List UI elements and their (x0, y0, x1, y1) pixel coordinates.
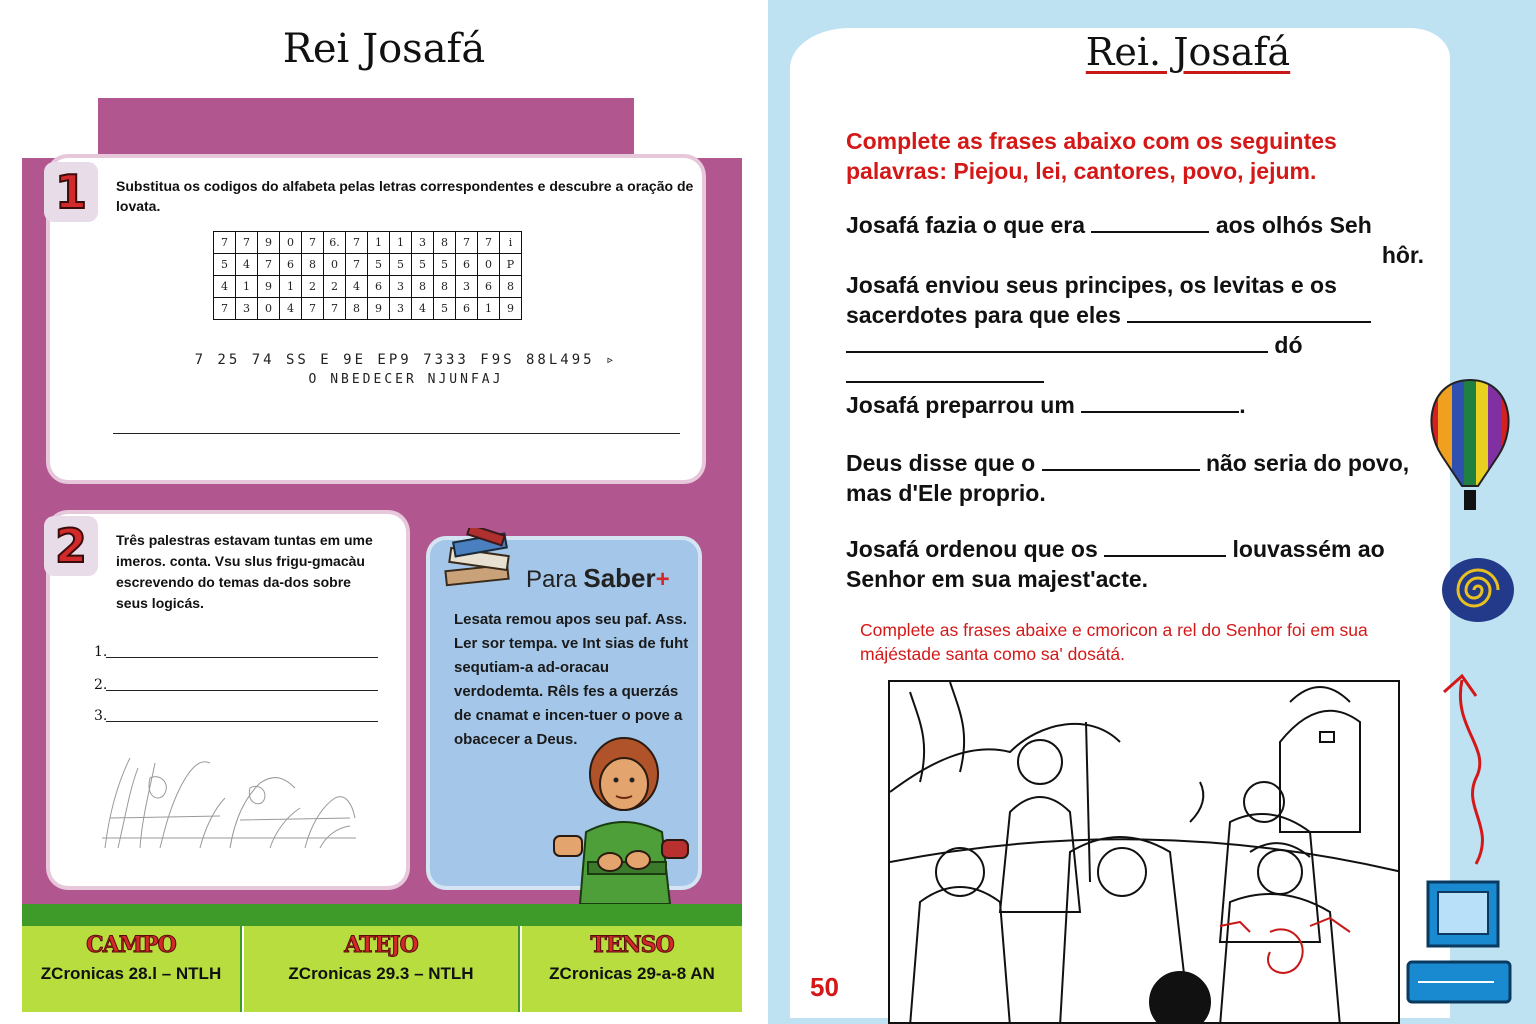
code-table-cell: P (500, 254, 522, 276)
reference-text-3: ZCronicas 29-a-8 AN (549, 964, 715, 983)
question-4-part-c: mas d'Ele proprio. (846, 480, 1046, 506)
code-table-cell: 7 (236, 232, 258, 254)
code-table-cell: 9 (258, 276, 280, 298)
left-page-title: Rei Josafá (282, 26, 486, 72)
blank-2[interactable] (1127, 303, 1371, 323)
code-table-cell: 8 (434, 232, 456, 254)
activity-1-number: 1 (44, 162, 98, 222)
code-table-row (214, 232, 522, 254)
question-2-part-a: Josafá enviou seus principes, os levitas e os (846, 272, 1337, 298)
code-table-cell: 4 (236, 254, 258, 276)
reference-label-2: ATEJO (344, 932, 418, 958)
code-table-cell: 4 (280, 298, 302, 320)
question-3 (846, 390, 1446, 420)
code-table-cell: i (500, 232, 522, 254)
code-table-cell: 6 (456, 254, 478, 276)
answer-line-3-label: 3. (94, 708, 108, 724)
blank-1[interactable] (1091, 213, 1209, 233)
code-table-row (214, 298, 522, 320)
code-table-cell: 1 (280, 276, 302, 298)
hot-air-balloon-icon (1422, 376, 1518, 516)
answer-line-3[interactable] (94, 708, 378, 724)
question-3-part-b: . (1239, 392, 1246, 418)
books-icon (440, 528, 520, 592)
pencil-sketch-illustration (100, 748, 358, 852)
code-table-cell: 7 (346, 232, 368, 254)
code-table-cell: 3 (390, 298, 412, 320)
reference-text-1: ZCronicas 28.l – NTLH (40, 964, 222, 983)
answer-line[interactable] (113, 433, 680, 434)
reference-label-1: CAMPO (86, 932, 176, 958)
code-table-cell: 7 (324, 298, 346, 320)
question-4 (846, 448, 1446, 508)
spiral-icon (1440, 556, 1520, 626)
code-table-cell: 2 (302, 276, 324, 298)
code-table-cell: 0 (324, 254, 346, 276)
character-illustration (552, 736, 692, 904)
question-1-part-c: hôr. (1381, 242, 1424, 268)
activity-2-number: 2 (44, 516, 98, 576)
code-table-cell: 0 (280, 232, 302, 254)
question-2-part-b: sacerdotes para que eles (846, 302, 1121, 328)
code-table-cell: 0 (478, 254, 500, 276)
reference-box-1 (22, 926, 242, 1012)
code-table (213, 231, 522, 320)
fill-blank-instruction: Complete as frases abaixo com os seguintes palavras: Piejou, lei, cantores, povo, jejum. (846, 128, 1337, 184)
code-table-cell: 4 (214, 276, 236, 298)
reference-box-3 (522, 926, 742, 1012)
code-table-cell: 1 (478, 298, 500, 320)
code-table-cell: 7 (214, 232, 236, 254)
para-saber-prefix: Para (526, 566, 577, 593)
para-saber-title: Saber (583, 563, 656, 593)
answer-line-1[interactable] (94, 644, 378, 660)
code-table-row (214, 254, 522, 276)
red-arrow-icon (1432, 668, 1502, 868)
code-table-cell: 1 (390, 232, 412, 254)
blank-5[interactable] (1104, 537, 1226, 557)
code-table-cell: 5 (412, 254, 434, 276)
question-1-part-b: aos olhós Seh (1215, 212, 1372, 238)
blank-2b[interactable] (846, 333, 1268, 353)
code-table-cell: 6 (368, 276, 390, 298)
code-table-cell: 9 (258, 232, 280, 254)
code-table-cell: 8 (302, 254, 324, 276)
code-table-cell: 6 (280, 254, 302, 276)
code-table-cell: 8 (434, 276, 456, 298)
activity-2-instruction: Três palestras estavam tuntas em ume imeros. conta. Vsu slus frigu-gmacàu escrevendo do temas da-dos sobre seus logicás. (116, 532, 373, 611)
code-line-1: 7 25 74 SS E 9E EP9 7333 F9S 88L495 ▹ (194, 352, 618, 368)
code-table-cell: 7 (302, 298, 324, 320)
question-5 (846, 534, 1446, 594)
answer-line-2-label: 2. (94, 677, 108, 693)
code-table-cell: 5 (214, 254, 236, 276)
question-2-part-c: dó (1274, 332, 1303, 358)
para-saber-heading (526, 563, 670, 594)
code-table-cell: 8 (500, 276, 522, 298)
coloring-illustration (888, 680, 1400, 1024)
question-2 (846, 270, 1446, 390)
question-1 (846, 210, 1446, 270)
code-table-cell: 6. (324, 232, 346, 254)
code-table-cell: 7 (214, 298, 236, 320)
question-1-part-a: Josafá fazia o que era (846, 212, 1086, 238)
question-4-part-a: Deus disse que o (846, 450, 1036, 476)
answer-line-2[interactable] (94, 677, 378, 693)
code-table-cell: 0 (258, 298, 280, 320)
code-table-cell: 8 (412, 276, 434, 298)
code-table-row (214, 276, 522, 298)
code-table-cell: 7 (478, 232, 500, 254)
activity-1-instruction: Substitua os codigos do alfabeta pelas letras correspondentes e descubre a oração de lovata. (116, 178, 694, 214)
reference-box-2 (244, 926, 520, 1012)
para-saber-text: Lesata remou apos seu paf. Ass. Ler sor tempa. ve Int sias de fuht sequtiam-a ad-oracau verdodemta. Rêls fes a querzás de cnamat e incen-tuer o pove a obacecer a Deus. (454, 611, 689, 748)
code-table-cell: 5 (390, 254, 412, 276)
coloring-scene (890, 682, 1400, 1024)
blank-2c[interactable] (846, 363, 1044, 383)
code-table-cell: 3 (456, 276, 478, 298)
blank-3[interactable] (1081, 393, 1239, 413)
reference-label-3: TENSO (590, 932, 674, 958)
code-table-cell: 3 (390, 276, 412, 298)
code-line-2: O NBEDECER NJUNFAJ (308, 372, 504, 387)
question-5-part-b: louvassém ao (1232, 536, 1385, 562)
code-table-cell: 1 (368, 232, 390, 254)
code-table-cell: 5 (368, 254, 390, 276)
code-table-cell: 4 (412, 298, 434, 320)
footer-green-bar (22, 904, 742, 926)
question-3-part-a: Josafá preparrou um (846, 392, 1075, 418)
code-table-cell: 4 (346, 276, 368, 298)
code-table-cell: 7 (456, 232, 478, 254)
coloring-instruction: Complete as frases abaixe e cmoricon a rel do Senhor foi em sua májéstade santa como sa' dosátá. (860, 620, 1368, 664)
question-5-part-c: Senhor em sua majest'acte. (846, 566, 1149, 592)
answer-line-1-label: 1. (94, 644, 108, 660)
computer-icon (1404, 878, 1514, 1008)
code-table-cell: 7 (258, 254, 280, 276)
code-table-cell: 9 (500, 298, 522, 320)
right-page-title: Rei. Josafá (1085, 30, 1291, 74)
code-table-cell: 9 (368, 298, 390, 320)
question-5-part-a: Josafá ordenou que os (846, 536, 1098, 562)
blank-4[interactable] (1042, 451, 1200, 471)
code-table-cell: 1 (236, 276, 258, 298)
plus-icon: + (655, 566, 670, 593)
code-table-cell: 5 (434, 298, 456, 320)
code-table-cell: 3 (236, 298, 258, 320)
code-table-cell: 6 (478, 276, 500, 298)
code-table-cell: 2 (324, 276, 346, 298)
code-table-cell: 7 (302, 232, 324, 254)
code-table-cell: 8 (346, 298, 368, 320)
code-table-cell: 5 (434, 254, 456, 276)
code-table-cell: 3 (412, 232, 434, 254)
code-table-cell: 6 (456, 298, 478, 320)
reference-text-2: ZCronicas 29.3 – NTLH (288, 964, 474, 983)
page-number: 50 (810, 972, 839, 1002)
code-table-cell: 7 (346, 254, 368, 276)
question-4-part-b: não seria do povo, (1205, 450, 1410, 476)
